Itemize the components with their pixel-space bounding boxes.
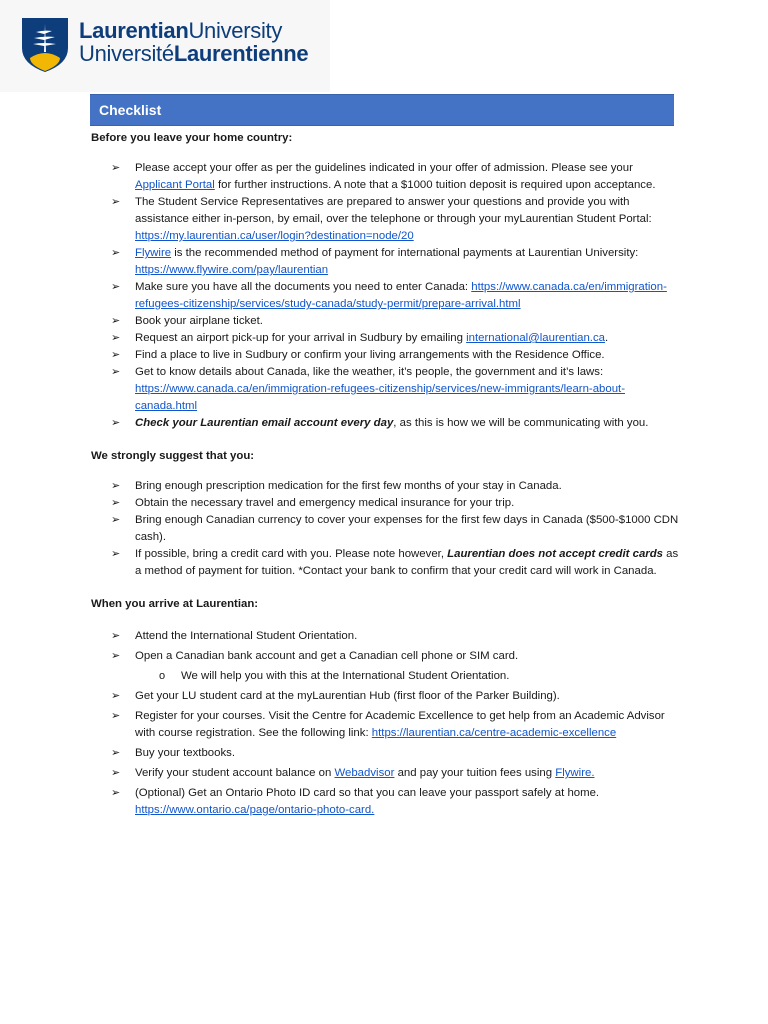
logo-wordmark: LaurentianUniversity UniversitéLaurentienne (79, 18, 309, 66)
list-item: ➢ Book your airplane ticket. (91, 313, 681, 330)
flywire-link[interactable]: Flywire (135, 247, 172, 259)
list-item: ➢ Attend the International Student Orientation. (91, 628, 681, 645)
arrive-list (91, 628, 681, 819)
arrow-bullet-icon: ➢ (111, 315, 121, 327)
arrow-bullet-icon: ➢ (111, 747, 121, 759)
webadvisor-link[interactable]: Webadvisor (334, 767, 395, 779)
list-item: ➢ Please accept your offer as per the guidelines indicated in your offer of admission. Please see your Applicant Portal for further instructions. A note that a $1000 tuition deposit is required upon acceptance. (111, 162, 656, 191)
section-heading-arrive: When you arrive at Laurentian: (91, 598, 259, 610)
before-list (91, 160, 681, 432)
arrow-bullet-icon: ➢ (111, 332, 121, 344)
arrow-bullet-icon: ➢ (111, 196, 121, 208)
list-item: ➢ If possible, bring a credit card with you. Please note however, Laurentian does not accept credit cards as a method of payment for tuition. *Contact your bank to confirm that your credit card will work in Canada. (111, 548, 679, 577)
list-item: ➢ Bring enough Canadian currency to cover your expenses for the first few days in Canada ($500-$1000 CDN cash). (111, 514, 679, 543)
arrow-bullet-icon: ➢ (111, 497, 121, 509)
list-item: ➢ Bring enough prescription medication for the first few months of your stay in Canada. (91, 478, 681, 495)
arrow-bullet-icon: ➢ (111, 480, 121, 492)
checklist-banner (90, 94, 674, 126)
checklist-content (91, 130, 681, 822)
arrow-bullet-icon: ➢ (111, 349, 121, 361)
list-item: ➢ Obtain the necessary travel and emergency medical insurance for your trip. (91, 495, 681, 512)
list-item: o We will help you with this at the International Student Orientation. (91, 668, 681, 685)
arrow-bullet-icon: ➢ (111, 281, 121, 293)
list-item: ➢ Verify your student account balance on Webadvisor and pay your tuition fees using Flywire. (91, 765, 681, 782)
arrow-bullet-icon: ➢ (111, 710, 121, 722)
applicant-portal-link[interactable]: Applicant Portal (135, 179, 215, 191)
learn-about-canada-link[interactable]: https://www.canada.ca/en/immigration-refugees-citizenship/services/new-immigrants/learn-about-canada.html (135, 383, 626, 412)
university-logo (0, 0, 330, 92)
flywire-url-link[interactable]: https://www.flywire.com/pay/laurentian (135, 264, 329, 276)
list-item: ➢ Flywire is the recommended method of payment for international payments at Laurentian University: https://www.flywire.com/pay/laurentian (111, 247, 639, 276)
list-item: ➢ Request an airport pick-up for your arrival in Sudbury by emailing international@laurentian.ca. (91, 330, 681, 347)
list-item: ➢ Get your LU student card at the myLaurentian Hub (first floor of the Parker Building). (91, 688, 681, 705)
list-item: ➢ Get to know details about Canada, like the weather, it’s people, the government and it’s laws: https://www.canada.ca/en/immigration-refugees-citizenship/services/new-immigrants/learn-about-canada.html (111, 366, 626, 412)
list-item: ➢ (Optional) Get an Ontario Photo ID card so that you can leave your passport safely at home. https://www.ontario.ca/page/ontario-photo-card. (111, 787, 600, 816)
ontario-photo-card-link[interactable]: https://www.ontario.ca/page/ontario-photo-card. (135, 804, 375, 816)
list-item: ➢ Check your Laurentian email account every day, as this is how we will be communicating with you. (91, 415, 681, 432)
list-item: ➢ Make sure you have all the documents you need to enter Canada: https://www.canada.ca/en/immigration-refugees-citizenship/services/study-canada/study-permit/prepare-arrival.html (111, 281, 667, 310)
list-item: ➢ The Student Service Representatives are prepared to answer your questions and provide you with assistance either in-person, by email, over the telephone or through your myLaurentian Student Portal: https://my.laurentian.ca/user/login?destination=node/20 (111, 196, 652, 242)
suggest-list (91, 478, 681, 580)
arrow-bullet-icon: ➢ (111, 366, 121, 378)
circle-bullet-icon: o (159, 670, 166, 682)
arrow-bullet-icon: ➢ (111, 548, 121, 560)
arrow-bullet-icon: ➢ (111, 690, 121, 702)
laurentian-tree-icon (22, 18, 68, 72)
banner-title: Checklist (99, 102, 162, 118)
arrow-bullet-icon: ➢ (111, 162, 121, 174)
student-portal-link[interactable]: https://my.laurentian.ca/user/login?destination=node/20 (135, 230, 414, 242)
arrow-bullet-icon: ➢ (111, 767, 121, 779)
international-email-link[interactable]: international@laurentian.ca (466, 332, 605, 344)
list-item: ➢ Find a place to live in Sudbury or confirm your living arrangements with the Residence Office. (91, 347, 681, 364)
arrow-bullet-icon: ➢ (111, 514, 121, 526)
list-item: ➢ Open a Canadian bank account and get a Canadian cell phone or SIM card. (91, 648, 681, 665)
academic-excellence-link[interactable]: https://laurentian.ca/centre-academic-excellence (371, 727, 617, 739)
list-item: ➢ Register for your courses. Visit the Centre for Academic Excellence to get help from an Academic Advisor with course registration. See the following link: https://laurentian.ca/centre-academic-excellence (111, 710, 665, 739)
arrow-bullet-icon: ➢ (111, 417, 121, 429)
section-heading-before: Before you leave your home country: (91, 132, 293, 144)
arrow-bullet-icon: ➢ (111, 247, 121, 259)
arrow-bullet-icon: ➢ (111, 630, 121, 642)
arrow-bullet-icon: ➢ (111, 787, 121, 799)
arrow-bullet-icon: ➢ (111, 650, 121, 662)
flywire-pay-link[interactable]: Flywire. (555, 767, 595, 779)
section-heading-suggest: We strongly suggest that you: (91, 450, 255, 462)
list-item: ➢ Buy your textbooks. (91, 745, 681, 762)
prepare-arrival-link[interactable]: https://www.canada.ca/en/immigration-refugees-citizenship/services/study-canada/study-permit/prepare-arrival.html (135, 281, 667, 310)
